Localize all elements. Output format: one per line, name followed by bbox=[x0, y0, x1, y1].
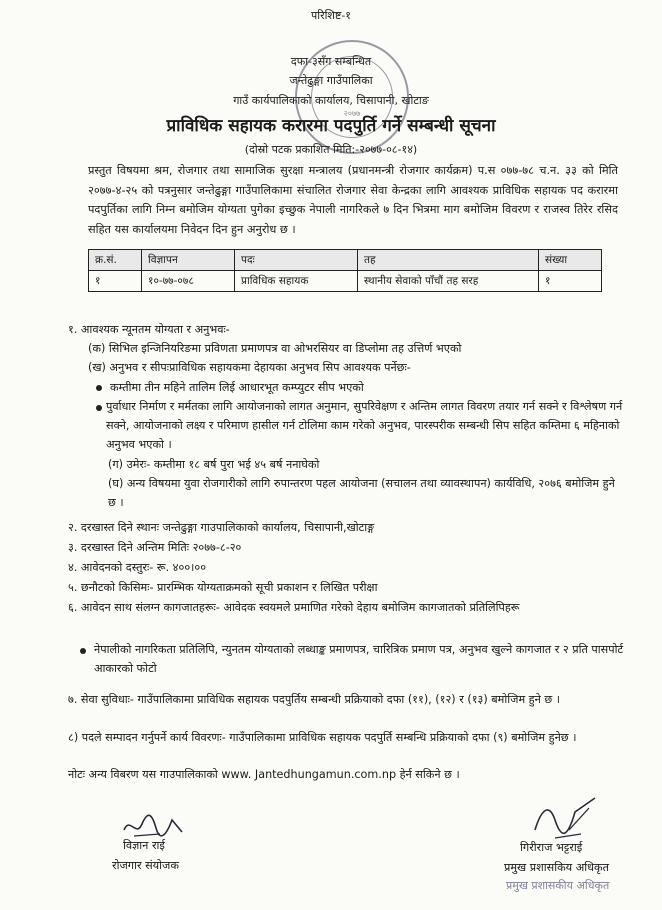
col-level: तह bbox=[358, 250, 539, 271]
col-serial: क्र.सं. bbox=[89, 250, 142, 271]
cell-serial: १ bbox=[89, 271, 142, 292]
stamp-year: २०७७ bbox=[343, 109, 361, 118]
bullet-text: कम्तीमा तीन महिने तालिम लिई आधारभूत कम्प्युटर सीप भएको bbox=[110, 381, 364, 394]
cell-count: १ bbox=[539, 271, 602, 292]
section-6: ६. आवेदन साथ संलग्न कागजातहरूः- आवेदक स्वयमले प्रमाणित गरेको देहाय बमोजिम कागजातको प्रतिलिपिहरू bbox=[68, 601, 520, 614]
appendix-label: परिशिष्ट-१ bbox=[310, 9, 352, 22]
municipality-name: जन्तेढुङ्गा गाउँपालिका bbox=[289, 74, 373, 87]
intro-paragraph: प्रस्तुत विषयमा श्रम, रोजगार तथा सामाजिक सुरक्षा मन्त्रालय (प्रधानमन्त्री रोजगार कार्यक्रम) प.स ०७७-७८ च.न. ३३ को मिति २०७७-४-२५ को पत्रनुसार जन्तेढुङ्गा गाउँपालिकामा संचालित रोजगार सेवा केन्द्रका लागि आवश्यक प्राविधिक सहायक पद करारमा पदपुर्तिका लागि निम्न बमोजिम योग्यता पुगेका इच्छुक नेपाली नागरिकले ७ दिन भित्रमा माग बमोजिम विवरण र राजस्व तिरेर रसिद सहित यस कार्यालयमा निवेदन दिन हुन अनुरोध छ । bbox=[88, 164, 618, 236]
section-1-ga: (ग) उमेरः- कम्तीमा १८ बर्ष पुरा भई ४५ बर्ष ननाघेको bbox=[108, 458, 320, 471]
notice-title: प्राविधिक सहायक करारमा पदपुर्ति गर्ने सम्बन्धी सूचना bbox=[166, 116, 496, 136]
section-8: ८) पदले सम्पादन गर्नुपर्ने कार्य विवरणः- गाउँपालिकामा प्राविधिक सहायक पदपुर्ति सम्बन्धि प्रक्रियाको दफा (९) बमोजिम हुनेछ । bbox=[68, 731, 577, 744]
table-header-row bbox=[89, 250, 602, 271]
col-advertisement: विज्ञापन bbox=[142, 250, 235, 271]
vacancy-table bbox=[88, 249, 602, 292]
left-signatory-name: विज्ञान राई bbox=[123, 839, 165, 852]
right-signatory-title: प्रमुख प्रशासकिय अधिकृत bbox=[504, 861, 610, 874]
section-reference: दफा-३सँग सम्बन्धित bbox=[290, 55, 372, 68]
office-address: गाउँ कार्यपालिकाको कार्यालय, चिसापानी, खोटाङ bbox=[233, 94, 429, 107]
cell-post: प्राविधिक सहायक bbox=[235, 271, 358, 292]
section-2: २. दरखास्त दिने स्थानः जन्तेढुङ्गा गाउपालिकाको कार्यालय, चिसापानी,खोटाङ्ग bbox=[68, 521, 375, 534]
left-signatory-title: रोजगार संयोजक bbox=[112, 859, 179, 872]
section-1-title: १. आवश्यक न्यूनतम योग्यता र अनुभवः- bbox=[68, 323, 230, 336]
section-1-ka: (क) सिभिल इन्जिनियरिङमा प्रविणता प्रमाणपत्र वा ओभरसियर वा डिप्लोमा तह उत्तिर्ण भएको bbox=[88, 342, 462, 355]
section-6-documents: नेपालीको नागरिकता प्रतिलिपि, न्युनतम योग्यताको लब्धाङ्क प्रमाणपत्र, चारित्रिक प्रमाण पत्र, अनुभव खुल्ने कागजात र २ प्रति पासपोर्ट आकारको फोटो bbox=[94, 643, 624, 675]
list-item bbox=[96, 378, 364, 397]
right-signatory-name: गिरीराज भट्टराई bbox=[520, 841, 583, 854]
section-3: ३. दरखास्त दिने अन्तिम मितिः २०७७-८-२० bbox=[68, 541, 242, 554]
bullet-icon bbox=[96, 405, 102, 411]
table-row bbox=[89, 271, 602, 292]
section-1-gha: (घ) अन्य विषयमा युवा रोजगारीको लागि रुपान्तरण पहल आयोजना (सचालन तथा व्यावस्थापन) कार्यविधि, २०७६ बमोजिम हुने छ । bbox=[108, 477, 615, 509]
publish-date: (दोस्रो पटक प्रकाशित मिति:-२०७७-०८-१४) bbox=[244, 143, 418, 156]
cell-level: स्थानीय सेवाको पाँचौं तह सरह bbox=[358, 271, 539, 292]
col-count: संख्या bbox=[539, 250, 602, 271]
section-7: ७. सेवा सुविधाः- गाउँपालिकामा प्राविधिक सहायक पदपुर्तिय सम्बन्धी प्रक्रियाको दफा (११), (१२) र (१३) बमोजिम हुने छ । bbox=[68, 693, 561, 706]
official-stamp bbox=[295, 40, 409, 154]
section-1-kha: (ख) अनुभव र सीपःप्राविधिक सहायकमा देहायका अनुभव सिप आवश्यक पर्नेछः- bbox=[88, 361, 411, 374]
list-item-infrastructure: पुर्वाधार निर्माण र मर्मतका लागि आयोजनाको लागत अनुमान, सुपरिवेक्षण र अन्तिम लागत विवरण तयार गर्न सक्ने र विश्लेषण गर्न सक्ने, आयोजनाको लक्ष्य र परिमाण हासील गर्न टोलिमा काम गरेको अनुभव, पारस्परीक सम्बन्धी सिप सहित कम्तिमा ६ महिनाको अनुभव भएको । bbox=[106, 400, 623, 451]
cell-advertisement: १०-७७-०७८ bbox=[142, 271, 235, 292]
section-4: ४. आवेदनको दस्तुरः- रू. ४००।०० bbox=[68, 561, 207, 574]
bullet-icon bbox=[96, 385, 102, 391]
section-5: ५. छनौटको किसिमः- प्रारम्भिक योग्यताक्रमको सूची प्रकाशन र लिखित परीक्षा bbox=[68, 581, 378, 594]
right-designation-stamp: प्रमुख प्रशासकीय अधिकृत bbox=[506, 879, 610, 892]
footer-note: नोटः अन्य विबरण यस गाउपालिकाको www. Jantedhungamun.com.np हेर्न सकिने छ । bbox=[68, 768, 460, 781]
col-post: पदः bbox=[235, 250, 358, 271]
bullet-icon bbox=[80, 648, 86, 654]
